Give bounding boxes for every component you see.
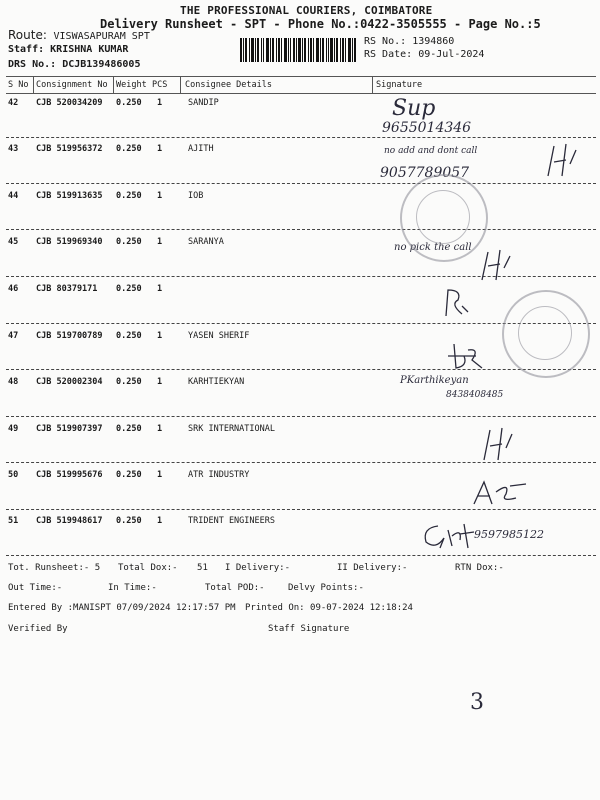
rs-no-label: RS No.: xyxy=(364,36,407,47)
scribble-signature-icon xyxy=(446,340,486,370)
row-sno: 47 xyxy=(8,331,19,341)
entered-by: Entered By :MANISPT 07/09/2024 12:17:57 PM xyxy=(8,603,236,613)
row-consignee: YASEN SHERIF xyxy=(188,331,250,341)
row-sno: 42 xyxy=(8,98,19,108)
page-mark: 3 xyxy=(470,690,484,715)
i-delivery: I Delivery:- xyxy=(225,563,291,573)
row-divider xyxy=(6,369,596,370)
row-consignment: CJB 80379171 xyxy=(36,284,98,294)
row-sno: 46 xyxy=(8,284,19,294)
delvy-points: Delvy Points:- xyxy=(288,583,364,593)
row-consignment: CJB 519956372 xyxy=(36,144,103,154)
handwritten-phone: 9655014346 xyxy=(382,120,472,136)
row-pcs: 1 xyxy=(157,516,163,526)
staff-value: KRISHNA KUMAR xyxy=(50,44,129,55)
row-divider xyxy=(6,137,596,138)
row-sno: 49 xyxy=(8,424,19,434)
scribble-signature-icon xyxy=(470,478,530,508)
route-line xyxy=(8,28,150,42)
total-dox xyxy=(118,563,208,573)
row-consignment: CJB 519907397 xyxy=(36,424,103,434)
barcode-icon xyxy=(240,38,356,62)
row-sno: 44 xyxy=(8,191,19,201)
row-pcs: 1 xyxy=(157,377,163,387)
col-header-sno: S No xyxy=(8,80,29,90)
scribble-signature-icon xyxy=(442,286,472,320)
col-header-consignment: Consignment No xyxy=(36,80,108,90)
row-consignment: CJB 519948617 xyxy=(36,516,103,526)
row-consignment: CJB 520034209 xyxy=(36,98,103,108)
row-divider xyxy=(6,509,596,510)
handwritten-phone: 9057789057 xyxy=(380,165,470,181)
route-value: VISWASAPURAM SPT xyxy=(53,31,150,42)
drs-label: DRS No.: xyxy=(8,59,57,70)
col-header-weight: Weight xyxy=(116,80,147,90)
ii-delivery: II Delivery:- xyxy=(337,563,408,573)
row-divider xyxy=(6,183,596,184)
total-dox-label: Total Dox:- xyxy=(118,563,178,573)
rs-no-value: 1394860 xyxy=(412,36,455,47)
row-weight: 0.250 xyxy=(116,331,142,341)
row-pcs: 1 xyxy=(157,191,163,201)
row-sno: 45 xyxy=(8,237,19,247)
column-divider xyxy=(372,76,373,93)
row-consignment: CJB 519700789 xyxy=(36,331,103,341)
row-pcs: 1 xyxy=(157,424,163,434)
col-header-signature: Signature xyxy=(376,80,423,90)
row-pcs: 1 xyxy=(157,98,163,108)
rs-no xyxy=(364,36,454,47)
runsheet-title: Delivery Runsheet - SPT - Phone No.:0422-3505555 - Page No.:5 xyxy=(100,17,541,31)
row-sno: 51 xyxy=(8,516,19,526)
route-label: Route: xyxy=(8,28,47,42)
row-weight: 0.250 xyxy=(116,377,142,387)
drs-value: DCJB139486005 xyxy=(62,59,141,70)
scribble-signature-icon xyxy=(540,140,580,180)
row-pcs: 1 xyxy=(157,470,163,480)
col-header-pcs: PCS xyxy=(152,80,168,90)
col-header-consignee: Consignee Details xyxy=(185,80,272,90)
row-consignment: CJB 519913635 xyxy=(36,191,103,201)
staff-signature: Staff Signature xyxy=(268,624,350,634)
handwritten-phone: 8438408485 xyxy=(446,390,504,400)
row-consignment: CJB 519969340 xyxy=(36,237,103,247)
row-weight: 0.250 xyxy=(116,144,142,154)
staff-label: Staff: xyxy=(8,44,45,55)
row-pcs: 1 xyxy=(157,144,163,154)
row-weight: 0.250 xyxy=(116,98,142,108)
total-dox-value: 51 xyxy=(197,563,208,573)
row-weight: 0.250 xyxy=(116,284,142,294)
row-pcs: 1 xyxy=(157,331,163,341)
table-header-rule xyxy=(6,93,596,94)
row-weight: 0.250 xyxy=(116,237,142,247)
scribble-signature-icon xyxy=(476,248,516,284)
handwritten-note: no add and dont call xyxy=(384,146,478,156)
out-time: Out Time:- xyxy=(8,583,63,593)
courier-stamp-icon xyxy=(502,290,590,378)
staff-line xyxy=(8,44,128,55)
row-divider xyxy=(6,416,596,417)
row-weight: 0.250 xyxy=(116,516,142,526)
row-consignee: SARANYA xyxy=(188,237,224,247)
row-sno: 50 xyxy=(8,470,19,480)
handwritten-note: no pick the call xyxy=(394,242,472,253)
row-weight: 0.250 xyxy=(116,470,142,480)
column-divider xyxy=(180,76,181,93)
row-weight: 0.250 xyxy=(116,191,142,201)
scribble-signature-icon xyxy=(478,424,518,464)
tot-runsheet: Tot. Runsheet:- 5 xyxy=(8,563,101,573)
row-pcs: 1 xyxy=(157,284,163,294)
row-divider xyxy=(6,229,596,230)
row-divider xyxy=(6,555,596,556)
column-divider xyxy=(33,76,34,93)
row-pcs: 1 xyxy=(157,237,163,247)
rs-date-label: RS Date: xyxy=(364,49,413,60)
table-top-rule xyxy=(6,76,596,77)
row-sno: 48 xyxy=(8,377,19,387)
row-weight: 0.250 xyxy=(116,424,142,434)
row-consignee: SRK INTERNATIONAL xyxy=(188,424,275,434)
row-consignee: SANDIP xyxy=(188,98,219,108)
scribble-signature-icon xyxy=(418,520,478,552)
row-consignee: TRIDENT ENGINEERS xyxy=(188,516,275,526)
row-consignment: CJB 520002304 xyxy=(36,377,103,387)
drs-line xyxy=(8,59,140,70)
row-consignee: AJITH xyxy=(188,144,214,154)
row-sno: 43 xyxy=(8,144,19,154)
row-consignee: IOB xyxy=(188,191,204,201)
company-name: THE PROFESSIONAL COURIERS, COIMBATORE xyxy=(180,4,433,17)
row-consignee: KARHTIEKYAN xyxy=(188,377,245,387)
rtn-dox: RTN Dox:- xyxy=(455,563,504,573)
row-consignment: CJB 519995676 xyxy=(36,470,103,480)
in-time: In Time:- xyxy=(108,583,157,593)
handwritten-signature: Sup xyxy=(392,96,436,121)
column-divider xyxy=(113,76,114,93)
rs-date-value: 09-Jul-2024 xyxy=(418,49,485,60)
courier-stamp-icon xyxy=(400,174,488,262)
handwritten-phone: 9597985122 xyxy=(474,528,544,541)
verified-by: Verified By xyxy=(8,624,68,634)
rs-date xyxy=(364,49,484,60)
total-pod: Total POD:- xyxy=(205,583,265,593)
row-consignee: ATR INDUSTRY xyxy=(188,470,250,480)
printed-on: Printed On: 09-07-2024 12:18:24 xyxy=(245,603,413,613)
handwritten-signature: PKarthikeyan xyxy=(400,375,469,386)
